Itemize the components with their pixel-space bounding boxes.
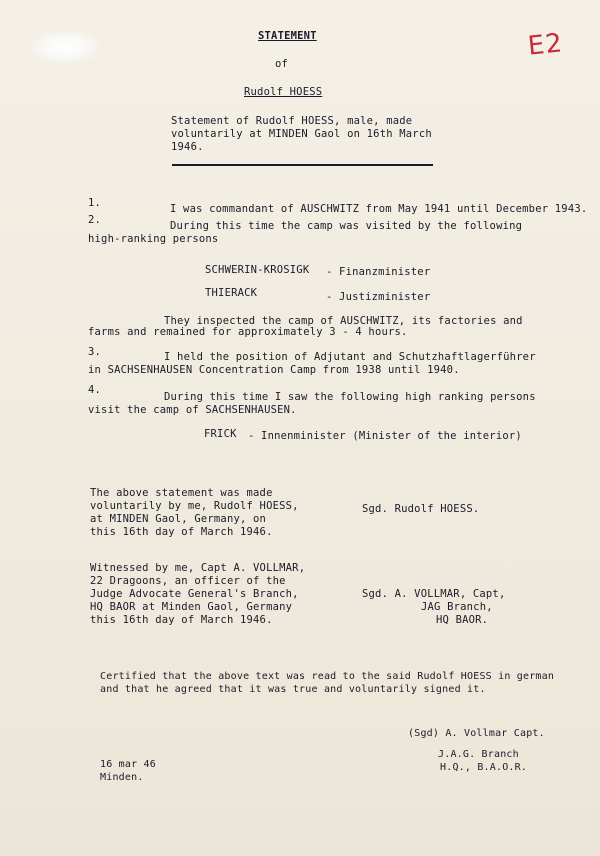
exhibit-mark: E2 bbox=[526, 28, 565, 62]
closing-branch: J.A.G. Branch bbox=[438, 749, 519, 760]
para3-line-1: I held the position of Adjutant and Schutzhaftlagerführer bbox=[164, 351, 536, 363]
declaration-line-3: at MINDEN Gaol, Germany, on bbox=[90, 513, 267, 525]
intro-line-1: Statement of Rudolf HOESS, male, made bbox=[171, 115, 413, 127]
para2-line-2: high-ranking persons bbox=[88, 233, 219, 245]
closing-hq: H.Q., B.A.O.R. bbox=[440, 762, 528, 773]
para2-line-3: They inspected the camp of AUSCHWITZ, its factories and bbox=[164, 315, 523, 327]
signature-vollmar-line-1: Sgd. A. VOLLMAR, Capt, bbox=[362, 588, 506, 600]
certification-line-2: and that he agreed that it was true and voluntarily signed it. bbox=[100, 684, 486, 695]
intro-line-3: 1946. bbox=[171, 141, 204, 153]
document-title: STATEMENT bbox=[258, 30, 317, 42]
para4-number: 4. bbox=[88, 384, 102, 396]
role-innenminister: - Innenminister (Minister of the interior) bbox=[248, 430, 522, 442]
signature-vollmar-line-2: JAG Branch, bbox=[421, 601, 493, 613]
signature-hoess: Sgd. Rudolf HOESS. bbox=[362, 503, 480, 515]
witness-line-3: Judge Advocate General's Branch, bbox=[90, 588, 299, 600]
title-name: Rudolf HOESS bbox=[244, 86, 323, 98]
person-thierack: THIERACK bbox=[205, 287, 258, 299]
witness-line-4: HQ BAOR at Minden Gaol, Germany bbox=[90, 601, 293, 613]
para3-line-2: in SACHSENHAUSEN Concentration Camp from 1938 until 1940. bbox=[88, 364, 460, 376]
para4-line-1: During this time I saw the following high ranking persons bbox=[164, 391, 536, 403]
witness-line-2: 22 Dragoons, an officer of the bbox=[90, 575, 286, 587]
role-finanzminister: - Finanzminister bbox=[326, 266, 431, 278]
closing-signed: (Sgd) A. Vollmar Capt. bbox=[408, 728, 545, 739]
certification-line-1: Certified that the above text was read to the said Rudolf HOESS in german bbox=[100, 671, 555, 682]
intro-line-2: voluntarily at MINDEN Gaol on 16th March bbox=[171, 128, 432, 140]
declaration-line-4: this 16th day of March 1946. bbox=[90, 526, 273, 538]
para1-text: I was commandant of AUSCHWITZ from May 1941 until December 1943. bbox=[170, 203, 588, 215]
person-schwerin-krosigk: SCHWERIN-KROSIGK bbox=[205, 264, 310, 276]
para3-number: 3. bbox=[88, 346, 102, 358]
closing-place: Minden. bbox=[100, 772, 144, 783]
witness-line-5: this 16th day of March 1946. bbox=[90, 614, 273, 626]
para1-number: 1. bbox=[88, 197, 102, 209]
intro-rule bbox=[172, 164, 433, 166]
closing-date: 16 mar 46 bbox=[100, 759, 156, 770]
person-frick: FRICK bbox=[204, 428, 237, 440]
declaration-line-1: The above statement was made bbox=[90, 487, 273, 499]
title-of: of bbox=[275, 58, 289, 70]
para2-line-1: During this time the camp was visited by the following bbox=[170, 220, 523, 232]
para4-line-2: visit the camp of SACHSENHAUSEN. bbox=[88, 404, 297, 416]
witness-line-1: Witnessed by me, Capt A. VOLLMAR, bbox=[90, 562, 306, 574]
declaration-line-2: voluntarily by me, Rudolf HOESS, bbox=[90, 500, 299, 512]
staple-mark bbox=[30, 30, 100, 64]
para2-line-4: farms and remained for approximately 3 - 4 hours. bbox=[88, 326, 408, 338]
role-justizminister: - Justizminister bbox=[326, 291, 431, 303]
para2-number: 2. bbox=[88, 214, 102, 226]
signature-vollmar-line-3: HQ BAOR. bbox=[436, 614, 489, 626]
